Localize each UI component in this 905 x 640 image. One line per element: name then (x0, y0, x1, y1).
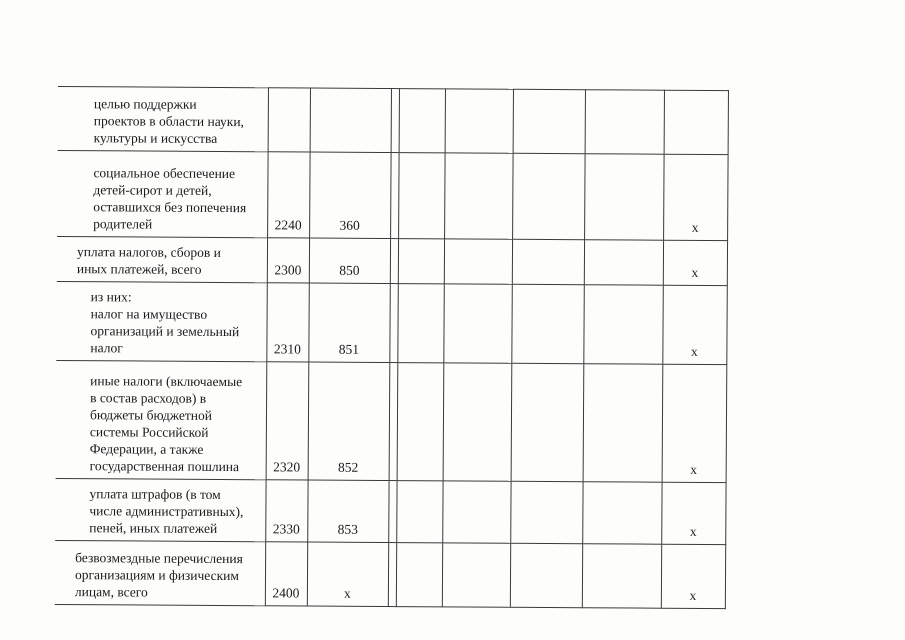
row-mark-cell: х (663, 240, 727, 285)
empty-value-cell (513, 89, 585, 153)
row-kbk-cell: х (307, 542, 388, 606)
row-name-cell (56, 360, 267, 479)
empty-value-cell (398, 153, 445, 239)
table-row (56, 360, 727, 482)
row-name-cell (55, 478, 265, 541)
table-row (56, 281, 726, 364)
row-kbk-cell (310, 88, 391, 152)
row-mark-cell: х (663, 154, 728, 240)
empty-value-cell (397, 363, 444, 481)
table-row (57, 236, 727, 285)
row-kbk-cell: 360 (309, 152, 391, 238)
budget-table (55, 86, 729, 609)
empty-value-cell (583, 364, 663, 482)
row-name-text: уплата налогов, сборов и иных платежей, всего (76, 244, 221, 277)
row-code-cell: 2400 (265, 542, 307, 606)
table-row (55, 478, 725, 544)
empty-value-cell (445, 89, 513, 153)
empty-value-cell (398, 239, 444, 284)
table-row (55, 540, 725, 608)
table-row (58, 86, 728, 154)
row-kbk-cell: 853 (307, 480, 388, 542)
row-name-cell (57, 150, 268, 237)
empty-value-cell (396, 543, 442, 607)
empty-value-cell (396, 481, 442, 543)
row-code-cell (268, 88, 310, 152)
row-name-text: из них: налог на имущество организаций и земельный налог (90, 289, 240, 356)
empty-value-cell (444, 239, 512, 284)
row-name-text: иные налоги (включаемые в состав расходов) в бюджеты бюджетной системы Российской Федерации, а также государственная пошлина (89, 373, 243, 475)
row-code-cell: 2320 (266, 362, 309, 480)
empty-value-cell (582, 544, 661, 608)
row-name-text: безвозмездные перечисления организациям и физическим лицам, всего (74, 550, 243, 600)
empty-value-cell (511, 284, 583, 363)
row-mark-cell: х (662, 285, 726, 364)
row-name-cell (58, 86, 268, 151)
row-code-cell: 2300 (267, 238, 309, 283)
row-code-cell: 2330 (265, 480, 307, 542)
table-body (55, 86, 728, 608)
row-name-cell (56, 281, 266, 361)
row-kbk-cell: 850 (309, 238, 390, 283)
empty-value-cell (583, 285, 662, 364)
row-name-text: целью поддержки проектов в области науки, культуры и искусства (93, 96, 245, 146)
row-name-cell (57, 236, 267, 282)
empty-value-cell (512, 153, 585, 239)
row-mark-cell: х (661, 482, 725, 544)
row-name-cell (55, 540, 265, 605)
empty-value-cell (511, 363, 584, 481)
empty-value-cell (510, 481, 582, 543)
empty-value-cell (512, 239, 584, 284)
empty-value-cell (397, 284, 443, 363)
empty-value-cell (390, 239, 398, 284)
empty-value-cell (442, 543, 510, 607)
empty-value-cell (582, 482, 661, 544)
row-name-text: социальное обеспечение детей-сирот и детей, оставшихся без попечения родителей (93, 165, 247, 232)
empty-value-cell (399, 89, 445, 153)
table-row (57, 150, 728, 240)
empty-value-cell (442, 481, 510, 543)
row-mark-cell: х (661, 544, 725, 608)
empty-value-cell (444, 153, 513, 239)
row-name-text: уплата штрафов (в том числе административных), пеней, иных платежей (89, 486, 244, 536)
row-kbk-cell: 852 (308, 362, 390, 480)
row-mark-cell: х (662, 364, 727, 482)
row-mark-cell (664, 90, 728, 154)
empty-value-cell (585, 90, 664, 154)
empty-value-cell (443, 363, 512, 481)
row-kbk-cell: 851 (308, 283, 389, 362)
empty-value-cell (443, 284, 511, 363)
row-code-cell: 2310 (266, 283, 308, 362)
row-code-cell: 2240 (267, 152, 310, 238)
empty-value-cell (584, 240, 663, 285)
empty-value-cell (510, 543, 582, 607)
empty-value-cell (584, 154, 664, 240)
